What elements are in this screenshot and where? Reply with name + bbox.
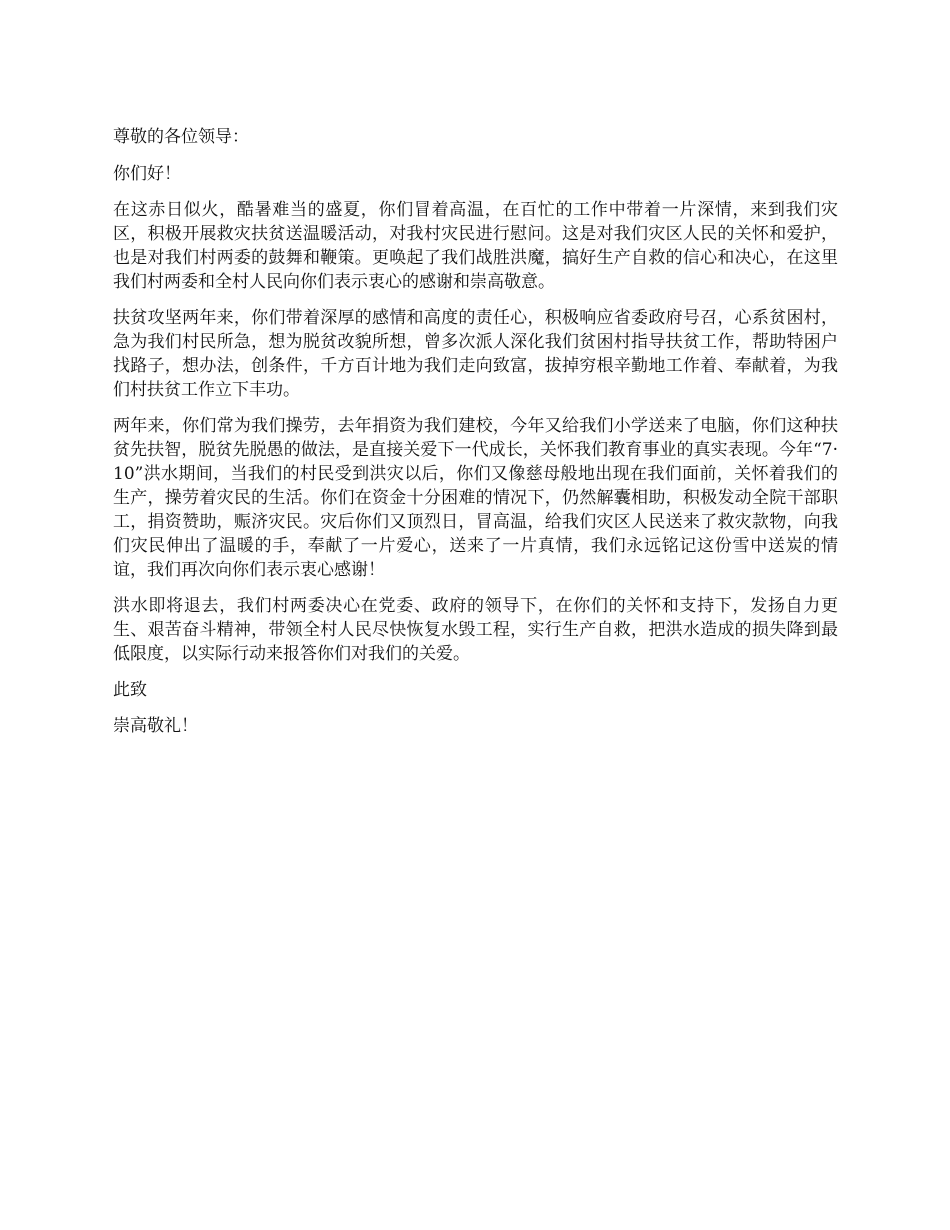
greeting: 你们好！ [113, 164, 181, 184]
closing-line: 此致 [113, 680, 147, 700]
paragraph: 洪水即将退去，我们村两委决心在党委、政府的领导下，在你们的关怀和支持下，发扬自力更生、艰苦奋斗精神，带领全村人民尽快恢复水毁工程，实行生产自救，把洪水造成的损失降到最低限度，以实际行动来报答你们对我们的关爱。 [113, 596, 838, 664]
paragraph: 扶贫攻坚两年来，你们带着深厚的感情和高度的责任心，积极响应省委政府号召，心系贫困村，急为我们村民所急，想为脱贫改貌所想，曾多次派人深化我们贫困村指导扶贫工作，帮助特困户找路子，想办法，创条件，千方百计地为我们走向致富，拔掉穷根辛勤地工作着、奉献着，为我们村扶贫工作立下丰功。 [113, 308, 838, 400]
closing-salute: 崇高敬礼！ [113, 716, 198, 736]
letter-body [113, 125, 838, 750]
paragraph: 在这赤日似火，酷暑难当的盛夏，你们冒着高温，在百忙的工作中带着一片深情，来到我们灾区，积极开展救灾扶贫送温暖活动，对我村灾民进行慰问。这是对我们灾区人民的关怀和爱护，也是对我们村两委的鼓舞和鞭策。更唤起了我们战胜洪魔，搞好生产自救的信心和决心，在这里我们村两委和全村人民向你们表示衷心的感谢和崇高敬意。 [113, 200, 838, 292]
salutation: 尊敬的各位领导： [113, 127, 249, 147]
paragraph: 两年来，你们常为我们操劳，去年捐资为我们建校，今年又给我们小学送来了电脑，你们这种扶贫先扶智，脱贫先脱愚的做法，是直接关爱下一代成长，关怀我们教育事业的真实表现。今年“7·10”洪水期间，当我们的村民受到洪灾以后，你们又像慈母般地出现在我们面前，关怀着我们的生产，操劳着灾民的生活。你们在资金十分困难的情况下，仍然解囊相助，积极发动全院干部职工，捐资赞助，赈济灾民。灾后你们又顶烈日，冒高温，给我们灾区人民送来了救灾款物，向我们灾民伸出了温暖的手，奉献了一片爱心，送来了一片真情，我们永远铭记这份雪中送炭的情谊，我们再次向你们表示衷心感谢！ [113, 416, 838, 580]
